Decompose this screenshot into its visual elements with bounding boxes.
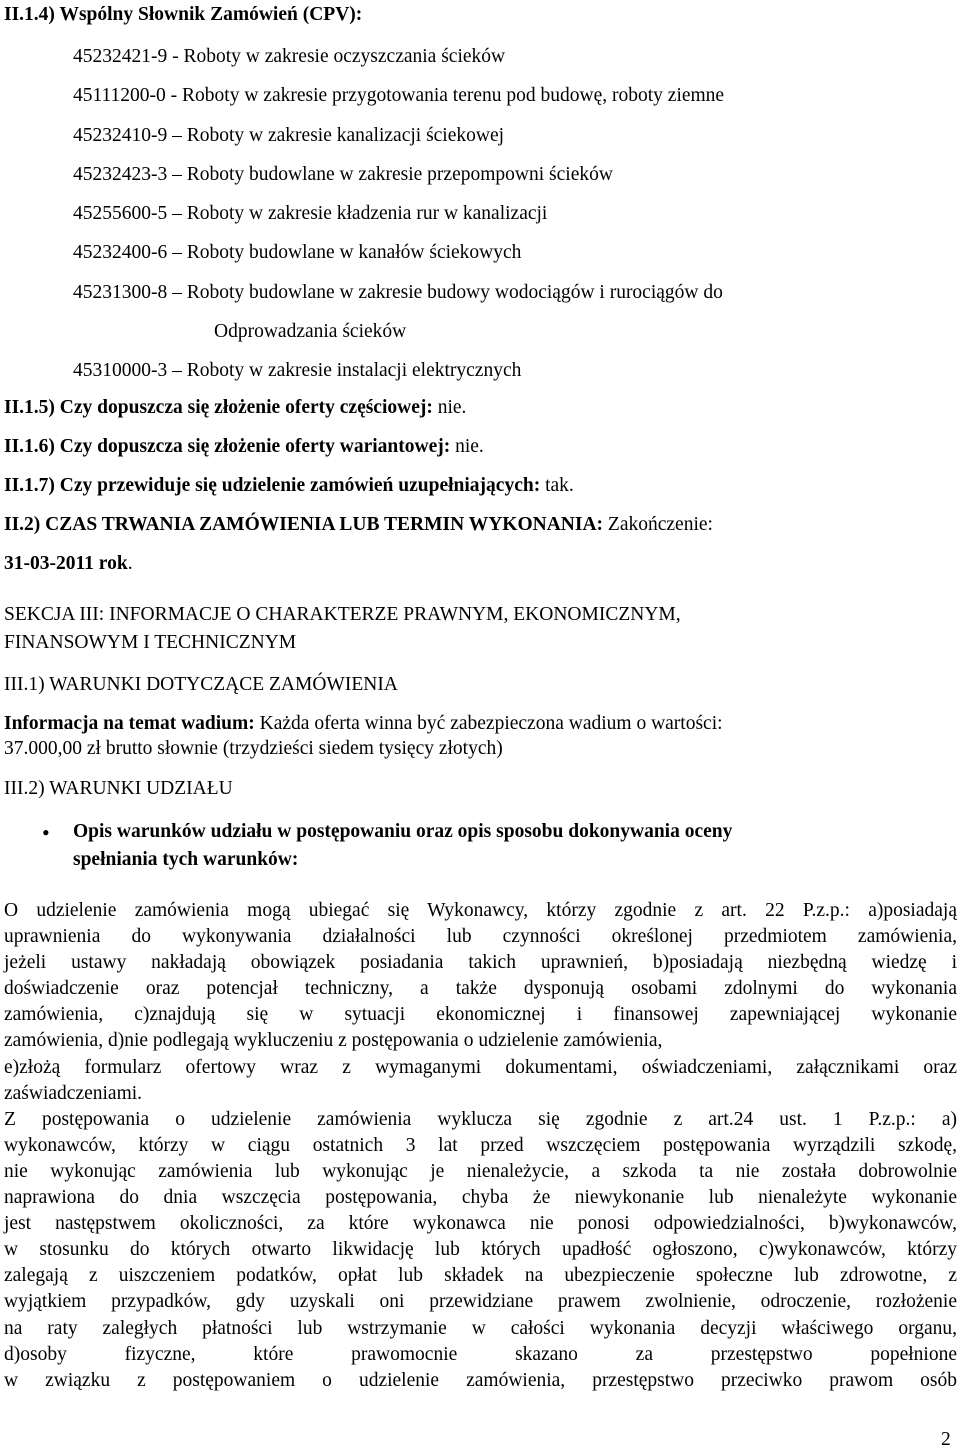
bullet-text-line2: spełniania tych warunków: (73, 849, 299, 870)
section-iii-title-line1: SEKCJA III: INFORMACJE O CHARAKTERZE PRAWNYM, EKONOMICZNYM, (4, 604, 681, 625)
paragraph-line: zalegają z uiszczeniem podatków, opłat lub składek na ubezpieczenie społeczne lub zdrowotne, z (4, 1265, 957, 1287)
completion-date-suffix: . (127, 553, 133, 574)
cpv-list (73, 37, 953, 391)
partial-offer-answer: nie. (432, 397, 467, 418)
section-iii-2-heading: III.2) WARUNKI UDZIAŁU (4, 778, 233, 799)
paragraph-line: wyjątkiem przypadków, gdy uzyskali oni przewidziane prawem zwolnienie, odroczenie, rozłożenie (4, 1291, 957, 1313)
paragraph-line: naprawiona do dnia wszczęcia postępowania, chyba że niewykonanie lub nienależyte wykonanie (4, 1187, 957, 1209)
cpv-heading (4, 3, 362, 27)
duration-label: II.2) CZAS TRWANIA ZAMÓWIENIA LUB TERMIN WYKONANIA: (4, 514, 604, 535)
section-iii-title-line2: FINANSOWYM I TECHNICZNYM (4, 632, 297, 653)
paragraph-line: e)złożą formularz ofertowy wraz z wymaganymi dokumentami, oświadczeniami, załącznikami oraz (4, 1056, 957, 1078)
paragraph-line: wykonawców, którzy w ciągu ostatnich 3 lat przed wszczęciem postępowania wyrządzili szkodę, (4, 1134, 957, 1156)
supplementary-orders-label: II.1.7) Czy przewiduje się udzielenie zamówień uzupełniających: (4, 475, 541, 496)
completion-date: 31-03-2011 rok (4, 553, 128, 574)
duration-value: Zakończenie: (603, 514, 713, 535)
wadium-line2: 37.000,00 zł brutto słownie (trzydzieści siedem tysięcy złotych) (4, 738, 503, 759)
cpv-item: 45232423-3 – Roboty budowlane w zakresie przepompowni ścieków (73, 163, 613, 185)
cpv-heading-text: II.1.4) Wspólny Słownik Zamówień (CPV): (4, 4, 363, 25)
bullet-text (73, 818, 953, 874)
cpv-item: 45232400-6 – Roboty budowlane w kanałów ściekowych (73, 242, 522, 264)
partial-offer-label: II.1.5) Czy dopuszcza się złożenie oferty częściowej: (4, 397, 433, 418)
paragraph-line: jest następstwem okoliczności, za które wykonawca nie ponosi odpowiedzialności, b)wykonawców, (4, 1213, 957, 1235)
partial-offer-question (4, 396, 466, 420)
wadium-line1 (4, 712, 723, 736)
paragraph-line: zaświadczeniami. (4, 1082, 143, 1104)
cpv-item: 45231300-8 – Roboty budowlane w zakresie budowy wodociągów i rurociągów do (73, 281, 723, 303)
cpv-item: 45111200-0 - Roboty w zakresie przygotowania terenu pod budowę, roboty ziemne (73, 85, 725, 107)
wadium-label: Informacja na temat wadium: (4, 713, 255, 734)
paragraph-line: jeżeli ustawy nakładają obowiązek posiadania takich uprawnień, b)posiadają niezbędną wiedzę i (4, 952, 957, 974)
bullet-text-line1: Opis warunków udziału w postępowaniu oraz opis sposobu dokonywania oceny (73, 821, 733, 842)
paragraph-line: doświadczenie oraz potencjał techniczny, a także dysponują osobami zdolnymi do wykonania (4, 978, 957, 1000)
paragraph-line: nie wykonując zamówienia lub wykonując je nienależycie, a szkoda ta nie została dobrowolnie (4, 1160, 957, 1182)
supplementary-orders-question (4, 474, 574, 498)
paragraph-line: uprawnienia do wykonywania działalności lub czynności określonej przedmiotem zamówienia, (4, 926, 957, 948)
duration-heading (4, 513, 713, 537)
cpv-item-continuation: Odprowadzania ścieków (214, 321, 407, 343)
paragraph-line: w stosunku do których otwarto likwidację lub których upadłość ogłoszono, c)wykonawców, którzy (4, 1239, 957, 1261)
cpv-item: 45232421-9 - Roboty w zakresie oczyszczania ścieków (73, 46, 506, 67)
section-iii-1-heading: III.1) WARUNKI DOTYCZĄCE ZAMÓWIENIA (4, 674, 398, 695)
cpv-item: 45255600-5 – Roboty w zakresie kładzenia rur w kanalizacji (73, 203, 548, 225)
wadium-text: Każda oferta winna być zabezpieczona wadium o wartości: (254, 713, 723, 734)
paragraph-line: zamówienia, c)znajdują się w sytuacji ekonomicznej i finansowej zapewniającej wykonanie (4, 1004, 957, 1026)
cpv-item: 45310000-3 – Roboty w zakresie instalacji elektrycznych (73, 360, 522, 382)
participation-conditions-paragraph (4, 898, 957, 1394)
paragraph-line: Z postępowania o udzielenie zamówienia wyklucza się zgodnie z art.24 ust. 1 P.z.p.: a) (4, 1108, 957, 1130)
duration-date (4, 552, 133, 576)
variant-offer-label: II.1.6) Czy dopuszcza się złożenie oferty wariantowej: (4, 436, 451, 457)
supplementary-orders-answer: tak. (540, 475, 574, 496)
variant-offer-answer: nie. (450, 436, 484, 457)
page-number: 2 (941, 1429, 951, 1450)
paragraph-line: d)osoby fizyczne, które prawomocnie skazano za przestępstwo popełnione (4, 1343, 957, 1365)
paragraph-line: w związku z postępowaniem o udzielenie zamówienia, przestępstwo przeciwko prawom osób (4, 1369, 957, 1391)
variant-offer-question (4, 435, 484, 459)
bullet-dot-icon: • (42, 820, 50, 845)
paragraph-line: na raty zaległych płatności lub wstrzymanie w całości wykonania decyzji właściwego organu, (4, 1317, 957, 1339)
cpv-item: 45232410-9 – Roboty w zakresie kanalizacji ściekowej (73, 124, 505, 146)
paragraph-line: O udzielenie zamówienia mogą ubiegać się Wykonawcy, którzy zgodnie z art. 22 P.z.p.: a)posiadają (4, 900, 957, 921)
paragraph-line: zamówienia, d)nie podlegają wykluczeniu z postępowania o udzielenie zamówienia, (4, 1030, 663, 1052)
